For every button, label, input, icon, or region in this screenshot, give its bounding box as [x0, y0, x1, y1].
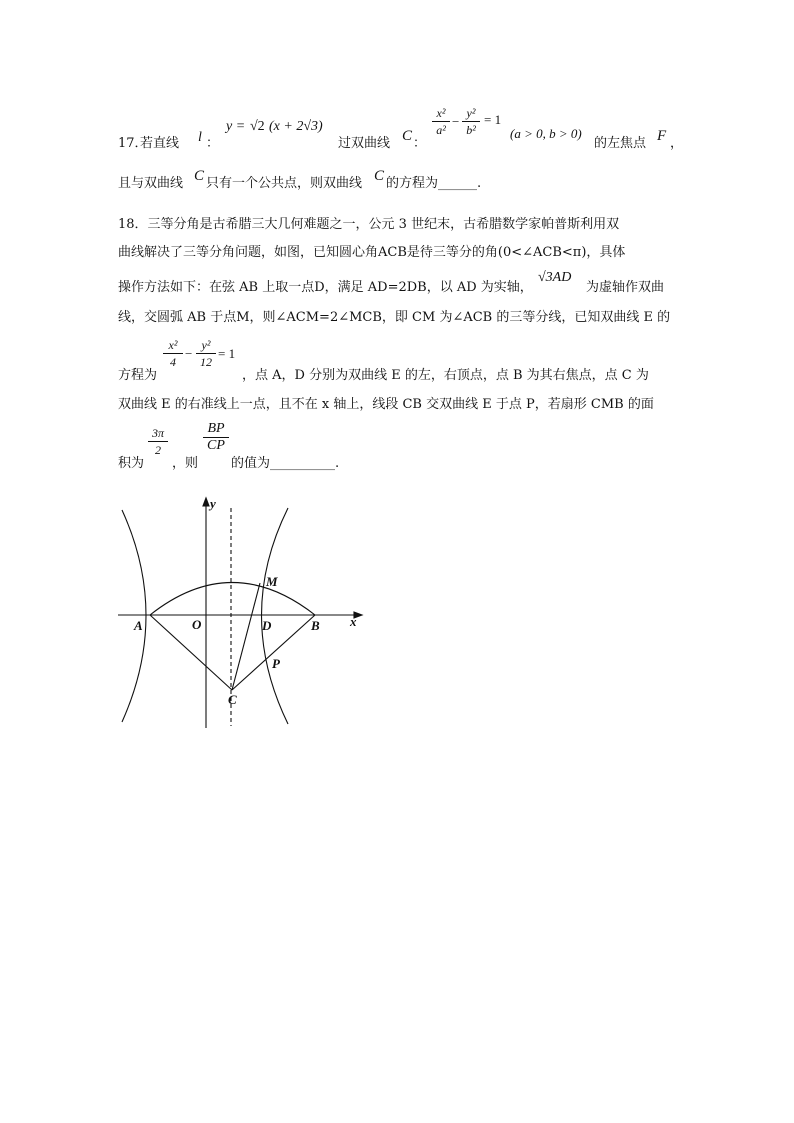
- label-B: B: [311, 618, 320, 633]
- q17-colon: ：: [206, 136, 220, 151]
- q17-frac2-den: b²: [466, 123, 476, 137]
- q17-frac2-bar: [462, 121, 480, 122]
- q18-frac4-den: CP: [207, 438, 225, 453]
- q18-frac1-den: 4: [170, 355, 176, 369]
- q17-number: 17．: [118, 136, 148, 151]
- q18-frac-BP-CP: [203, 422, 229, 453]
- q17-frac-x2-a2: [432, 106, 450, 137]
- q17-var-F: F: [657, 128, 667, 144]
- q18-line4: 线，交圆弧 AB 于点M，则∠ACM=2∠MCB，即 CM 为∠ACB 的三等分线，已知双曲线 E 的: [118, 310, 671, 325]
- q18-line5-minus: −: [185, 346, 193, 361]
- q18-frac1-num: x²: [168, 338, 178, 352]
- q18-line5-eq: = 1: [218, 346, 236, 361]
- q17-comma: ，: [670, 136, 684, 151]
- q17-line2-c: 的方程为______.: [386, 176, 482, 191]
- q17-var-C: C: [402, 128, 413, 144]
- q17-frac-y2-b2: [462, 106, 480, 137]
- segment-CM: [232, 583, 260, 690]
- q18-line7-a: 积为: [118, 456, 145, 471]
- segment-AC: [150, 615, 232, 690]
- q17-frac1-bar: [432, 121, 450, 122]
- label-x: x: [350, 614, 357, 629]
- segment-BC: [232, 615, 315, 690]
- q18-frac3-bar: [148, 441, 168, 442]
- q17-eq-one: = 1: [484, 112, 502, 127]
- q18-frac-y2-12: [196, 338, 216, 369]
- q17-minus: −: [452, 114, 460, 129]
- q18-frac2-den: 12: [200, 355, 212, 369]
- q18-line6: 双曲线 E 的右准线上一点，且不在 x 轴上，线段 CB 交双曲线 E 于点 P，若扇形 CMB 的面: [118, 397, 654, 412]
- q18-line5-b: ，点 A，D 分别为双曲线 E 的左，右顶点，点 B 为其右焦点，点 C 为: [242, 368, 649, 383]
- q18-line7-c: 的值为__________.: [231, 456, 340, 471]
- q17-text-ruoxian: 若直线: [140, 136, 180, 151]
- label-A: A: [134, 618, 143, 633]
- y-axis-arrow: [203, 498, 209, 506]
- hyperbola-right-branch: [262, 508, 289, 724]
- q18-line2: 曲线解决了三等分角问题，如图，已知圆心角ACB是待三等分的角(0<∠ACB<π)，具体: [118, 245, 626, 260]
- arc-AB: [150, 583, 315, 616]
- q17-eq-paren: (x + 2√3): [269, 119, 323, 134]
- q18-frac2-num: y²: [201, 338, 211, 352]
- q17-line2-a: 且与双曲线: [118, 176, 184, 191]
- label-O: O: [192, 617, 202, 632]
- q18-frac4-num: BP: [207, 421, 225, 436]
- q17-text-zuojiaodian: 的左焦点: [594, 136, 647, 151]
- q18-frac2-bar: [196, 353, 216, 354]
- label-D: D: [262, 618, 272, 633]
- q18-line7-b: ，则: [172, 456, 199, 471]
- hyperbola-left-branch: [122, 510, 146, 722]
- q17-frac2-num: y²: [466, 106, 476, 120]
- q18-line3-b: 为虚轴作双曲: [586, 280, 665, 295]
- label-P: P: [272, 656, 280, 671]
- q17-var-l: l: [198, 130, 202, 145]
- q17-line2-b: 只有一个公共点，则双曲线: [206, 176, 363, 191]
- q18-frac1-bar: [163, 353, 183, 354]
- q17-condition: (a > 0, b > 0): [510, 126, 582, 141]
- q17-eq-sqrt2: √2: [250, 119, 265, 134]
- q18-frac-3pi-2: [148, 426, 168, 457]
- q18-line3-math: √3AD: [538, 270, 572, 285]
- q18-frac3-den: 2: [155, 443, 161, 457]
- q18-line5-a: 方程为: [118, 368, 158, 383]
- q17-frac1-den: a²: [436, 123, 446, 137]
- label-y: y: [210, 496, 216, 511]
- q17-eq-lhs: y =: [226, 119, 246, 134]
- label-C: C: [228, 692, 237, 707]
- q17-frac1-num: x²: [436, 106, 446, 120]
- q17-text-guo: 过双曲线: [338, 136, 391, 151]
- q18-frac-x2-4: [163, 338, 183, 369]
- q18-line3-a: 操作方法如下：在弦 AB 上取一点D，满足 AD=2DB，以 AD 为实轴，: [118, 280, 533, 295]
- q17-colon2: ：: [413, 136, 427, 151]
- q18-frac3-num: 3π: [151, 426, 164, 440]
- q18-line1: 18．三等分角是古希腊三大几何难题之一，公元 3 世纪末，古希腊数学家帕普斯利用双: [118, 217, 620, 232]
- q17-line2-C1: C: [194, 168, 205, 184]
- hyperbola-figure: [110, 490, 380, 735]
- label-M: M: [266, 574, 278, 589]
- q17-line2-C2: C: [374, 168, 385, 184]
